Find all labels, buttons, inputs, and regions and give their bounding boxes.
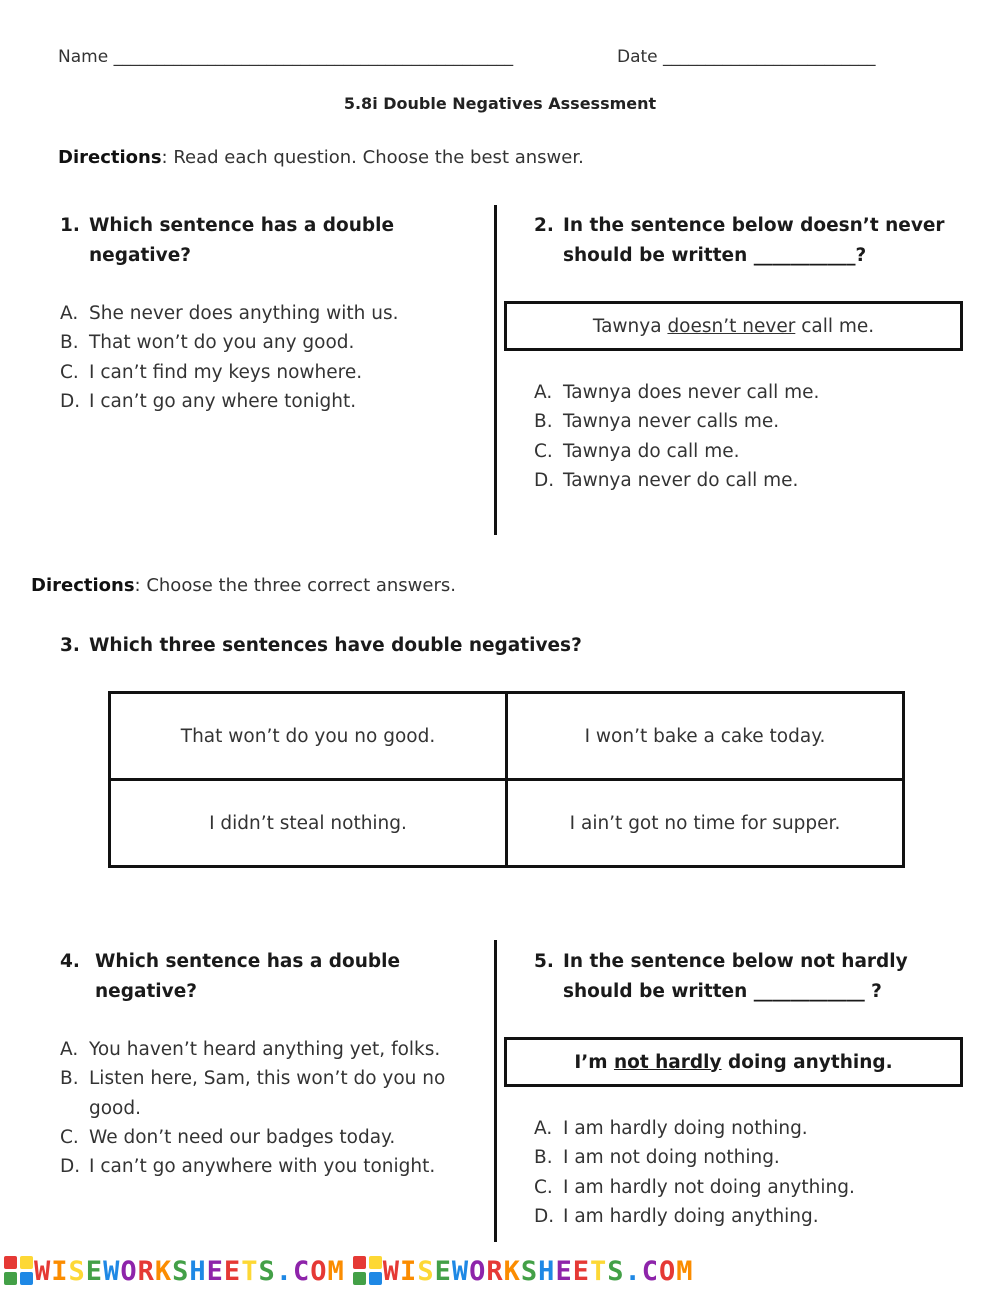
footer-logo-1[interactable] — [4, 1256, 345, 1286]
footer-letter: S — [417, 1255, 435, 1287]
footer-letter: O — [310, 1255, 328, 1287]
question-4-line-2: negative? — [95, 981, 197, 1002]
footer-letter: . — [624, 1255, 642, 1287]
footer-letter: E — [206, 1255, 224, 1287]
question-5-option-d[interactable]: D. I am hardly doing anything. — [534, 1205, 819, 1227]
question-1-number: 1. — [60, 215, 80, 236]
question-2-option-c[interactable]: C. Tawnya do call me. — [534, 440, 740, 462]
question-2-option-a[interactable]: A. Tawnya does never call me. — [534, 382, 820, 403]
directions-1-label: Directions — [58, 147, 162, 168]
question-5-option-b[interactable]: B. I am not doing nothing. — [534, 1147, 780, 1169]
footer-letter: E — [85, 1255, 104, 1287]
footer-letter: C — [292, 1255, 311, 1287]
date-field[interactable] — [617, 47, 876, 67]
question-4-option-b[interactable]: B. Listen here, Sam, this won’t do you no good. — [60, 1068, 446, 1119]
footer-letter: W — [382, 1255, 401, 1287]
question-2-line-2: should be written ___________? — [563, 245, 867, 266]
footer-letter: H — [189, 1255, 207, 1287]
footer-letter: C — [641, 1255, 660, 1287]
page-title: 5.8i Double Negatives Assessment — [343, 94, 657, 113]
question-1-option-c[interactable]: C. I can’t find my keys nowhere. — [60, 361, 363, 383]
directions-2 — [31, 575, 456, 596]
footer-letter: H — [538, 1255, 556, 1287]
question-1-line-2: negative? — [89, 245, 191, 266]
name-field[interactable] — [58, 47, 513, 67]
question-5-line-2: should be written ____________ ? — [563, 981, 882, 1002]
footer-letter: M — [327, 1255, 345, 1287]
question-4-option-d[interactable]: D. I can’t go anywhere with you tonight. — [60, 1156, 436, 1178]
question-2-line-1: In the sentence below doesn’t never — [563, 215, 945, 236]
footer-letter: W — [34, 1255, 52, 1287]
directions-2-label: Directions — [31, 575, 135, 596]
question-2-prompt — [534, 211, 974, 271]
footer-letter: S — [520, 1255, 539, 1287]
ws-logo-icon — [4, 1256, 34, 1286]
question-5-line-1: In the sentence below not hardly — [563, 951, 908, 972]
footer-letter: K — [503, 1255, 521, 1287]
name-label: Name — [58, 47, 109, 67]
name-blank: _______________________________________________ — [113, 47, 514, 67]
footer-letter: W — [103, 1255, 121, 1287]
directions-2-text: : Choose the three correct answers. — [134, 575, 456, 596]
footer-letter: S — [607, 1255, 625, 1287]
footer-site-name — [34, 1256, 345, 1287]
footer-letter: E — [555, 1255, 573, 1287]
footer-letter: E — [223, 1255, 242, 1287]
question-4-number: 4. — [60, 951, 80, 972]
question-3-number: 3. — [60, 635, 80, 656]
question-5-option-a[interactable]: A. I am hardly doing nothing. — [534, 1118, 808, 1139]
question-3-answer-grid — [108, 691, 905, 868]
question-4-prompt — [60, 947, 480, 1007]
question-5-underlined-phrase: not hardly — [613, 1051, 722, 1073]
question-1-prompt — [60, 211, 480, 271]
footer-letter: S — [172, 1255, 190, 1287]
footer-letter: O — [659, 1255, 677, 1287]
question-2-sentence-box: Tawnya doesn’t never call me. — [504, 301, 963, 351]
grid-cell[interactable]: I didn’t steal nothing. — [110, 780, 507, 867]
footer-letter: T — [589, 1255, 608, 1287]
question-5-prompt — [534, 947, 974, 1007]
question-2-number: 2. — [534, 215, 554, 236]
question-1-options — [60, 299, 480, 416]
question-2-options — [534, 378, 974, 495]
question-2-option-d[interactable]: D. Tawnya never do call me. — [534, 469, 799, 491]
footer-letter: . — [275, 1255, 293, 1287]
question-4-option-c[interactable]: C. We don’t need our badges today. — [60, 1126, 396, 1148]
footer-watermark — [0, 1254, 1000, 1288]
footer-letter: O — [120, 1255, 138, 1287]
question-1-option-a[interactable]: A. She never does anything with us. — [60, 303, 399, 324]
directions-1 — [58, 147, 584, 168]
footer-letter: E — [434, 1255, 452, 1287]
footer-letter: O — [469, 1255, 487, 1287]
footer-letter: S — [68, 1255, 86, 1287]
question-3-prompt — [60, 631, 760, 661]
question-1-option-b[interactable]: B. That won’t do you any good. — [60, 332, 355, 354]
question-2-option-b[interactable]: B. Tawnya never calls me. — [534, 411, 780, 433]
footer-letter: I — [51, 1255, 69, 1287]
directions-1-text: : Read each question. Choose the best answer. — [161, 147, 584, 168]
footer-site-name — [383, 1256, 694, 1287]
ws-logo-icon — [353, 1256, 383, 1286]
grid-cell[interactable]: I won’t bake a cake today. — [507, 693, 904, 780]
grid-cell[interactable]: That won’t do you no good. — [110, 693, 507, 780]
question-1-line-1: Which sentence has a double — [89, 215, 395, 236]
footer-logo-2[interactable] — [353, 1256, 694, 1286]
question-4-line-1: Which sentence has a double — [95, 951, 401, 972]
footer-letter: W — [451, 1255, 470, 1287]
question-1-option-d[interactable]: D. I can’t go any where tonight. — [60, 390, 357, 412]
question-2-underlined-phrase: doesn’t never — [667, 315, 796, 337]
footer-letter: T — [241, 1255, 259, 1287]
date-label: Date — [617, 47, 658, 67]
footer-letter: R — [486, 1255, 504, 1287]
question-5-options — [534, 1114, 974, 1231]
grid-row — [110, 780, 904, 867]
question-4-option-a[interactable]: A. You haven’t heard anything yet, folks. — [60, 1039, 441, 1060]
date-blank: _________________________ — [663, 47, 876, 67]
footer-letter: S — [258, 1255, 276, 1287]
footer-letter: I — [400, 1255, 418, 1287]
grid-cell[interactable]: I ain’t got no time for supper. — [507, 780, 904, 867]
footer-letter: R — [137, 1255, 155, 1287]
question-5-option-c[interactable]: C. I am hardly not doing anything. — [534, 1176, 855, 1198]
question-5-sentence-box: I’m not hardly doing anything. — [504, 1037, 963, 1087]
footer-letter: E — [572, 1255, 590, 1287]
grid-row — [110, 693, 904, 780]
footer-letter: K — [154, 1255, 173, 1287]
footer-letter: M — [676, 1255, 694, 1287]
question-4-options — [60, 1035, 480, 1181]
question-5-number: 5. — [534, 951, 554, 972]
column-divider-bottom — [494, 940, 497, 1242]
column-divider-top — [494, 205, 497, 535]
question-3-text: Which three sentences have double negatives? — [89, 635, 582, 656]
